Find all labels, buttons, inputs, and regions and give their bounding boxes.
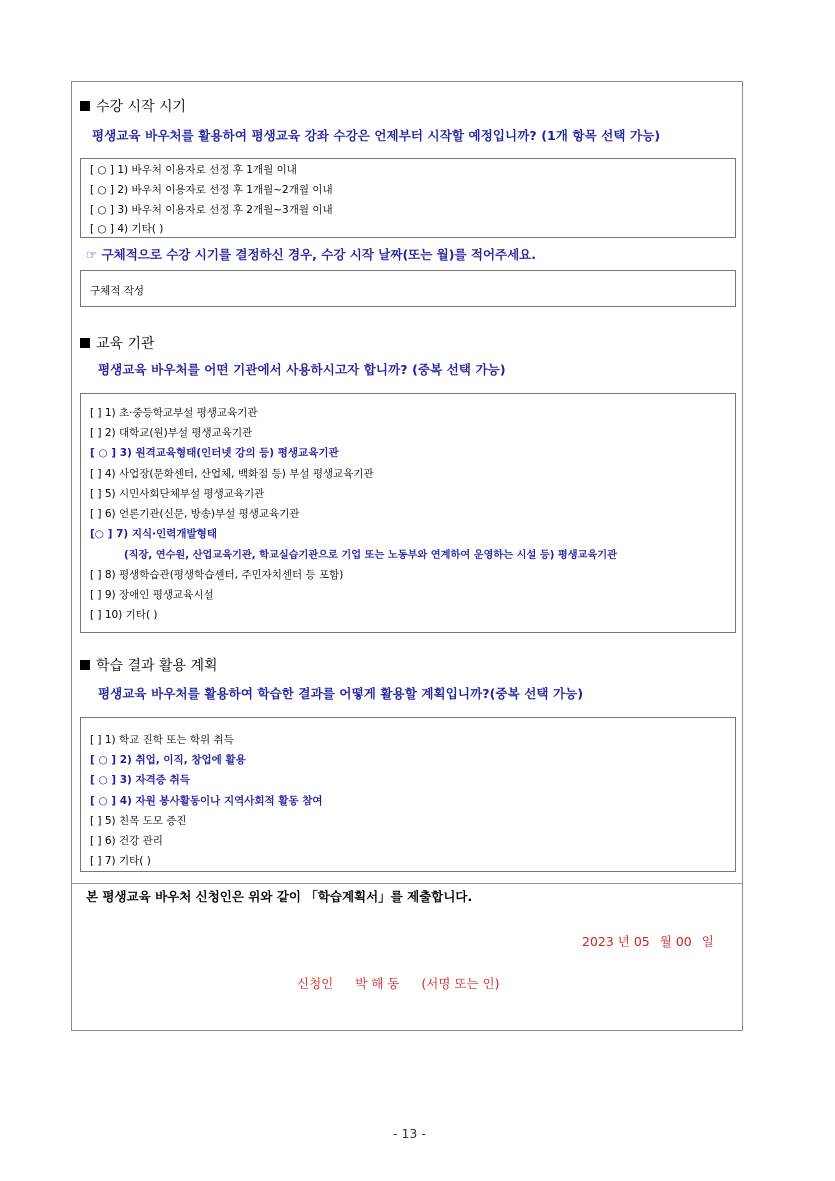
date-year-unit: 년 — [617, 934, 630, 949]
applicant-line — [297, 974, 499, 992]
page-number: - 13 - — [393, 1126, 426, 1141]
signature-date — [582, 932, 714, 950]
option-item[interactable]: [ ○ ] 3) 바우처 이용자로 선정 후 2개월~3개월 이내 — [90, 204, 333, 216]
pointing-hand-icon: ☞ — [86, 247, 98, 262]
section-question: 평생교육 바우처를 활용하여 평생교육 강좌 수강은 언제부터 시작할 예정입니까? (1개 항목 선택 가능) — [92, 128, 661, 143]
option-item[interactable]: [ ] 10) 기타( ) — [90, 609, 158, 621]
option-item-detail: (직장, 연수원, 산업교육기관, 학교실습기관으로 기업 또는 노동부와 연계하여 운영하는 시설 등) 평생교육기관 — [124, 550, 617, 561]
date-month: 05 — [633, 934, 650, 949]
section-heading-start-time — [80, 96, 186, 116]
option-item[interactable]: [ ] 6) 언론기관(신문, 방송)부설 평생교육기관 — [90, 508, 300, 520]
date-year: 2023 — [582, 934, 614, 949]
section-question: 평생교육 바우처를 활용하여 학습한 결과를 어떻게 활용할 계획입니까?(중복 선택 가능) — [98, 686, 584, 701]
option-item-selected[interactable]: [ ○ ] 2) 취업, 이직, 창업에 활용 — [90, 754, 246, 766]
option-item-selected[interactable]: [ ○ ] 4) 자원 봉사활동이나 지역사회적 활동 참여 — [90, 795, 323, 807]
date-day: 00 — [675, 934, 692, 949]
applicant-label: 신청인 — [297, 976, 334, 991]
option-item[interactable]: [ ○ ] 1) 바우처 이용자로 선정 후 1개월 이내 — [90, 164, 297, 176]
answer-box[interactable] — [80, 270, 736, 307]
section-question: 평생교육 바우처를 어떤 기관에서 사용하시고자 합니까? (중복 선택 가능) — [98, 362, 506, 377]
date-month-unit: 월 — [659, 934, 672, 949]
section-title: 교육 기관 — [96, 336, 155, 352]
option-item[interactable]: [ ] 8) 평생학습관(평생학습센터, 주민자치센터 등 포함) — [90, 569, 344, 581]
option-item[interactable]: [ ] 2) 대학교(원)부설 평생교육기관 — [90, 427, 253, 439]
section-title: 학습 결과 활용 계획 — [96, 658, 218, 674]
option-item[interactable]: [ ] 1) 학교 진학 또는 학위 취득 — [90, 734, 234, 746]
option-item[interactable]: [ ] 5) 시민사회단체부설 평생교육기관 — [90, 488, 265, 500]
option-item[interactable]: [ ] 7) 기타( ) — [90, 855, 151, 867]
divider — [72, 883, 742, 884]
option-item-selected[interactable]: [ ○ ] 3) 자격증 취득 — [90, 774, 190, 786]
square-bullet-icon — [80, 660, 90, 670]
declaration-text: 본 평생교육 바우처 신청인은 위와 같이 「학습계획서」를 제출합니다. — [86, 889, 473, 904]
date-day-unit: 일 — [701, 934, 714, 949]
applicant-sign: (서명 또는 인) — [421, 976, 500, 991]
applicant-name: 박 해 동 — [355, 976, 400, 991]
option-item-selected[interactable]: [ ○ ] 3) 원격교육형태(인터넷 강의 등) 평생교육기관 — [90, 447, 339, 459]
hint-text: 구체적으로 수강 시기를 결정하신 경우, 수강 시작 날짜(또는 월)를 적어주세요. — [101, 247, 536, 262]
option-item[interactable]: [ ] 6) 건강 관리 — [90, 835, 163, 847]
section-heading-learning-plan — [80, 655, 218, 675]
section-heading-institution — [80, 333, 155, 353]
option-item[interactable]: [ ] 4) 사업장(문화센터, 산업체, 백화점 등) 부설 평생교육기관 — [90, 468, 374, 480]
option-item[interactable]: [ ] 9) 장애인 평생교육시설 — [90, 589, 214, 601]
hint-line — [86, 245, 536, 263]
square-bullet-icon — [80, 338, 90, 348]
answer-text: 구체적 작성 — [90, 285, 145, 297]
section-title: 수강 시작 시기 — [96, 99, 187, 115]
option-item[interactable]: [ ○ ] 2) 바우처 이용자로 선정 후 1개월~2개월 이내 — [90, 184, 333, 196]
square-bullet-icon — [80, 101, 90, 111]
option-item[interactable]: [ ] 1) 초·중등학교부설 평생교육기관 — [90, 407, 258, 419]
option-item[interactable]: [ ○ ] 4) 기타( ) — [90, 223, 164, 235]
option-item-selected[interactable]: [○ ] 7) 지식·인력개발형태 — [90, 528, 217, 540]
option-item[interactable]: [ ] 5) 친목 도모 증진 — [90, 815, 187, 827]
